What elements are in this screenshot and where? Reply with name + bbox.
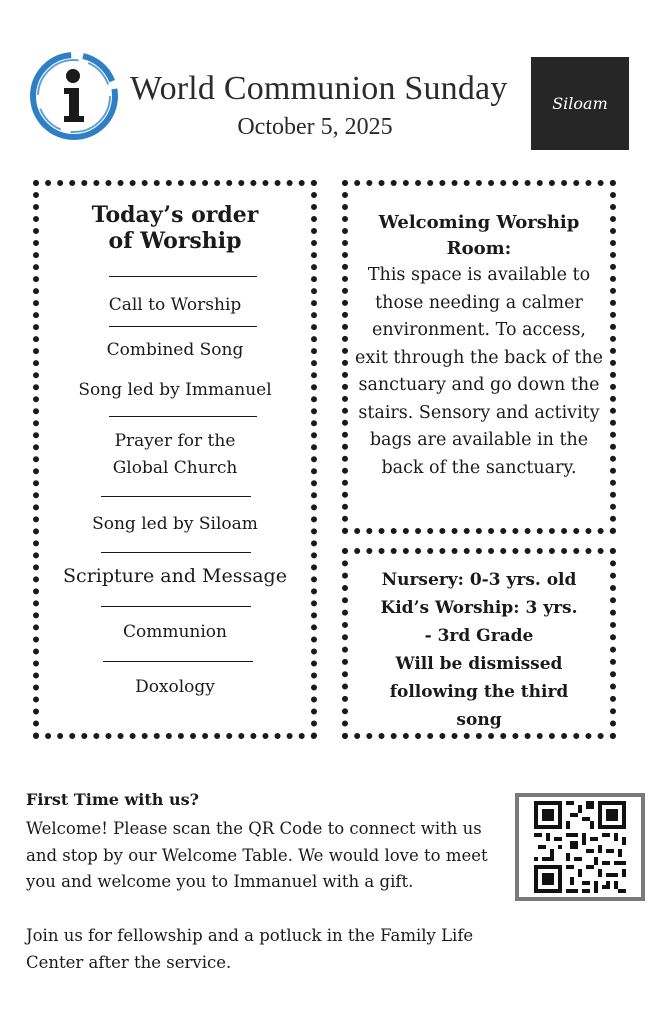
divider <box>109 326 257 327</box>
welcoming-room-text: This space is available to those needing a calmer environment. To access, exit through the back of the sanctuary and go down the stairs. Sensory and activity bags are available in the back of the sanctuary. <box>355 265 603 478</box>
page-title: World Communion Sunday <box>130 70 508 107</box>
order-title: Today’s order of Worship <box>91 202 259 254</box>
first-time-text: Welcome! Please scan the QR Code to connect with us and stop by our Welcome Table. We would love to meet you and welcome you to Immanuel with a gift. <box>26 819 488 891</box>
nursery-text: Nursery: 0-3 yrs. old Kid’s Worship: 3 yrs. - 3rd Grade Will be dismissed following the third song <box>380 570 578 730</box>
first-time-title: First Time with us? <box>26 790 199 809</box>
info-circle-icon <box>26 48 122 144</box>
divider <box>101 606 251 607</box>
divider <box>103 661 253 662</box>
qr-code-icon[interactable] <box>515 793 645 901</box>
order-item-doxology: Doxology <box>135 677 215 697</box>
order-item-communion: Communion <box>122 622 227 642</box>
order-item-call-to-worship: Call to Worship <box>108 295 242 315</box>
order-item-song-immanuel: Song led by Immanuel <box>78 380 272 400</box>
fellowship-text: Join us for fellowship and a potluck in the Family Life Center after the service. <box>26 926 474 972</box>
divider <box>109 416 257 417</box>
order-item-prayer-line1: Prayer for the <box>114 431 236 451</box>
divider <box>101 496 251 497</box>
order-item-prayer-line2: Global Church <box>112 458 238 478</box>
siloam-badge: Siloam <box>531 57 629 150</box>
divider <box>101 552 251 553</box>
order-item-scripture-message: Scripture and Message <box>63 565 287 587</box>
divider <box>109 276 257 277</box>
service-date: October 5, 2025 <box>237 114 393 140</box>
nursery-box <box>342 548 616 739</box>
order-item-combined-song: Combined Song <box>106 340 244 360</box>
order-item-song-siloam: Song led by Siloam <box>92 514 258 534</box>
order-of-worship-box <box>33 180 317 739</box>
welcoming-room-box <box>342 180 616 534</box>
welcoming-room-title: Welcoming Worship Room: <box>378 212 580 259</box>
